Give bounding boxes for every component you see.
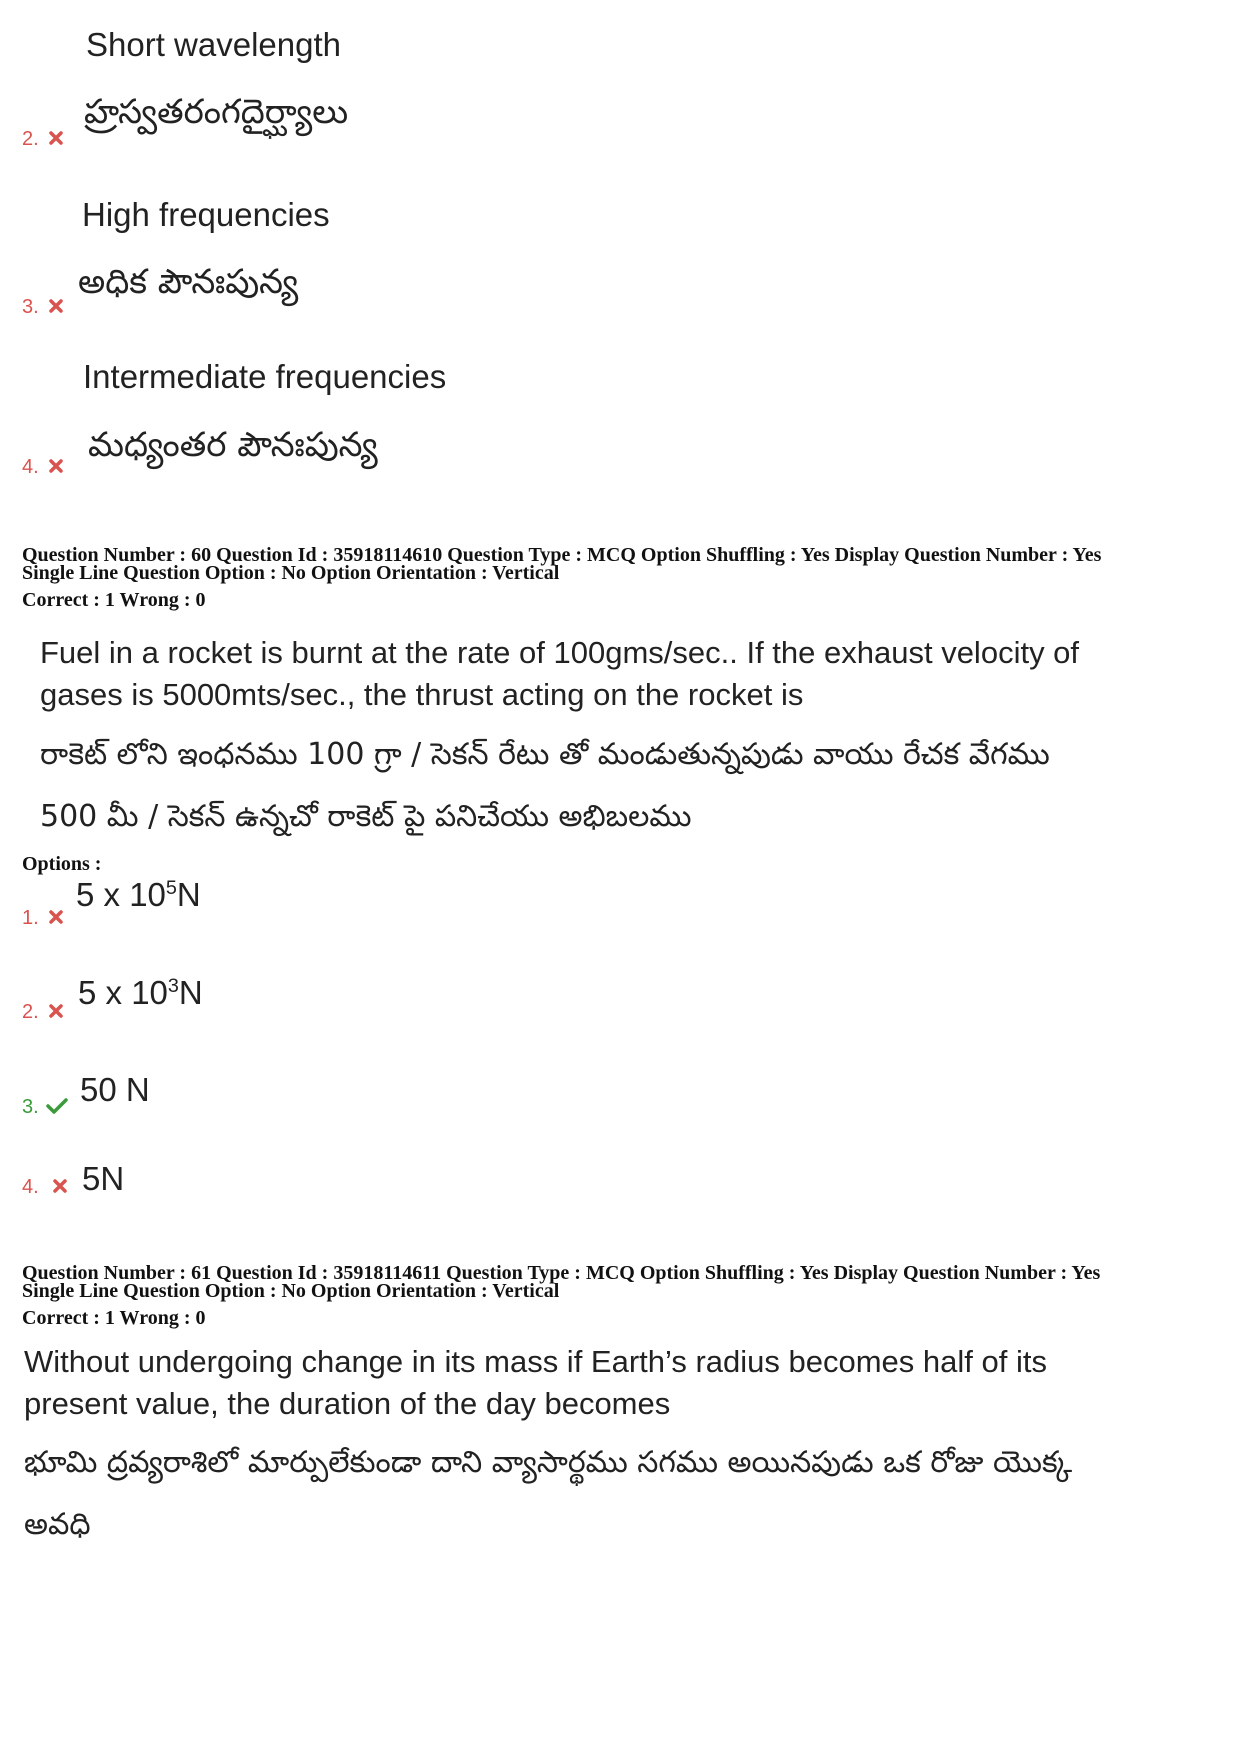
option-number: 1. — [22, 907, 39, 929]
prev-option-2-marker — [22, 128, 65, 151]
prev-option-4-marker — [22, 456, 65, 479]
option-exponent: 3 — [167, 975, 179, 997]
q61-meta-line1: Question Number : 61 Question Id : 35918114611 Question Type : MCQ Option Shuffling : Yes Display Question Number : Yes — [22, 1262, 1101, 1284]
q60-options-label: Options : — [22, 853, 102, 875]
q60-option-1-marker — [22, 907, 65, 930]
prev-option-2-te: హ్రస్వతరంగదైర్ఘ్యాలు — [84, 92, 349, 132]
cross-icon — [47, 1002, 65, 1020]
q60-meta-line1: Question Number : 60 Question Id : 35918114610 Question Type : MCQ Option Shuffling : Yes Display Question Number : Yes — [22, 544, 1102, 566]
option-unit: N — [178, 974, 203, 1011]
prev-option-4-te: మధ్యంతర పౌనఃపున్య — [88, 425, 378, 465]
cross-icon — [47, 129, 65, 147]
option-base: 5 x 10 — [76, 876, 166, 913]
q60-text-te — [40, 724, 1050, 848]
option-number: 3. — [22, 1096, 39, 1118]
cross-icon — [51, 1177, 69, 1195]
option-number: 2. — [22, 128, 39, 150]
cross-icon — [47, 908, 65, 926]
q61-text-te — [24, 1432, 1072, 1556]
q60-marks: Correct : 1 Wrong : 0 — [22, 589, 206, 611]
q61-marks: Correct : 1 Wrong : 0 — [22, 1307, 206, 1329]
q60-option-1-text[interactable] — [76, 876, 201, 914]
option-exponent: 5 — [165, 877, 177, 899]
check-icon — [46, 1097, 68, 1115]
option-number: 4. — [22, 456, 39, 478]
cross-icon — [47, 457, 65, 475]
q61-text-en-line2: present value, the duration of the day becomes — [24, 1386, 671, 1421]
prev-option-2-en: Short wavelength — [86, 26, 341, 63]
prev-option-3-marker — [22, 296, 65, 319]
q60-option-2-marker — [22, 1001, 65, 1024]
option-unit: N — [176, 876, 201, 913]
cross-icon — [47, 297, 65, 315]
option-number: 3. — [22, 296, 39, 318]
option-number: 4. — [22, 1176, 39, 1198]
q60-option-3-text[interactable]: 50 N — [80, 1071, 150, 1108]
q61-text-en-line1: Without undergoing change in its mass if Earth’s radius becomes half of its — [24, 1344, 1047, 1379]
q61-text-en — [24, 1341, 1047, 1425]
q60-text-en-line1: Fuel in a rocket is burnt at the rate of 100gms/sec.. If the exhaust velocity of — [40, 635, 1080, 670]
q60-text-en — [40, 632, 1079, 716]
q60-option-4-text[interactable]: 5N — [82, 1160, 125, 1197]
prev-option-3-en: High frequencies — [82, 196, 330, 233]
q61-meta-line2: Single Line Question Option : No Option Orientation : Vertical — [22, 1280, 560, 1302]
q60-option-4-marker — [22, 1176, 69, 1199]
q60-option-2-text[interactable] — [78, 974, 203, 1012]
q60-text-te-line2: 500 మీ / సెకన్ ఉన్నచో రాకెట్ పై పనిచేయు అభిబలము — [40, 799, 692, 834]
prev-option-3-te: అధిక పౌనఃపున్య — [78, 262, 299, 302]
q60-meta-line2: Single Line Question Option : No Option Orientation : Vertical — [22, 562, 560, 584]
q61-text-te-line1: భూమి ద్రవ్యరాశిలో మార్పులేకుండా దాని వ్యాసార్థము సగము అయినపుడు ఒక రోజు యొక్క — [24, 1445, 1073, 1480]
option-number: 2. — [22, 1001, 39, 1023]
prev-option-4-en: Intermediate frequencies — [83, 358, 447, 395]
q60-option-3-marker — [22, 1096, 68, 1119]
option-base: 5 x 10 — [78, 974, 168, 1011]
q60-text-te-line1: రాకెట్ లోని ఇంధనము 100 గ్రా / సెకన్ రేటు తో మండుతున్నపుడు వాయు రేచక వేగము — [40, 737, 1050, 772]
q61-text-te-line2: అవధి — [24, 1507, 91, 1542]
q60-text-en-line2: gases is 5000mts/sec., the thrust acting on the rocket is — [40, 677, 804, 712]
